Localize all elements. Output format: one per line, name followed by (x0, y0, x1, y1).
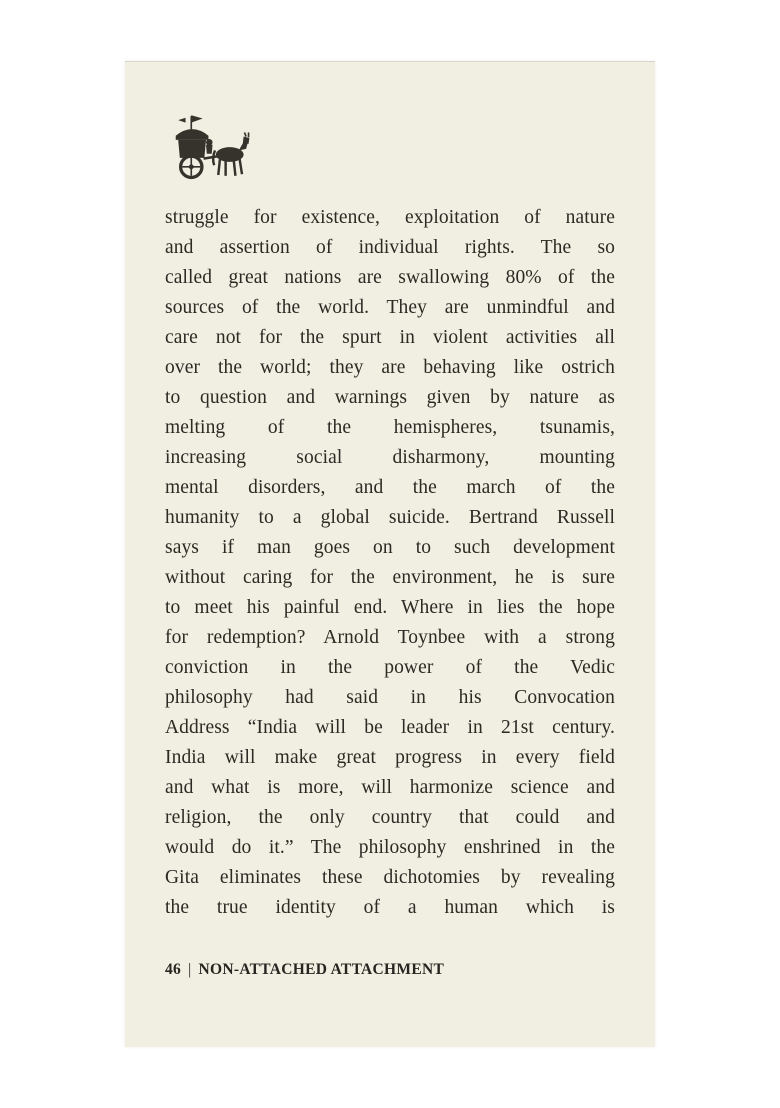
chariot-illustration (161, 106, 251, 190)
text-line: Gita eliminates these dichotomies by revealing (165, 867, 615, 888)
page-footer (165, 961, 444, 979)
text-line: would do it.” The philosophy enshrined in the (165, 837, 615, 858)
text-line: care not for the spurt in violent activities all (165, 327, 615, 348)
text-line: and assertion of individual rights. The so (165, 237, 615, 258)
text-line: religion, the only country that could and (165, 807, 615, 828)
footer-separator: | (188, 961, 192, 978)
text-line: called great nations are swallowing 80% of the (165, 267, 615, 288)
text-line: humanity to a global suicide. Bertrand Russell (165, 507, 615, 528)
text-line: melting of the hemispheres, tsunamis, (165, 417, 615, 438)
book-title: NON-ATTACHED ATTACHMENT (198, 961, 445, 978)
text-line: mental disorders, and the march of the (165, 477, 615, 498)
text-line: struggle for existence, exploitation of nature (165, 207, 615, 228)
text-line: sources of the world. They are unmindful and (165, 297, 615, 318)
text-line: and what is more, will harmonize science and (165, 777, 615, 798)
text-line: philosophy had said in his Convocation (165, 687, 615, 708)
text-line: to meet his painful end. Where in lies the hope (165, 597, 615, 618)
book-page (125, 61, 655, 1047)
text-line: over the world; they are behaving like ostrich (165, 357, 615, 378)
text-line: conviction in the power of the Vedic (165, 657, 615, 678)
page-body-text (165, 203, 615, 923)
text-line: India will make great progress in every field (165, 747, 615, 768)
text-line: Address “India will be leader in 21st century. (165, 717, 615, 738)
text-line: says if man goes on to such development (165, 537, 615, 558)
text-line: increasing social disharmony, mounting (165, 447, 615, 468)
text-line: without caring for the environment, he is sure (165, 567, 615, 588)
page-number: 46 (165, 961, 182, 978)
horse-drawn-chariot-icon (161, 106, 251, 190)
text-line: to question and warnings given by nature as (165, 387, 615, 408)
text-line: for redemption? Arnold Toynbee with a strong (165, 627, 615, 648)
text-line: the true identity of a human which is (165, 897, 615, 918)
